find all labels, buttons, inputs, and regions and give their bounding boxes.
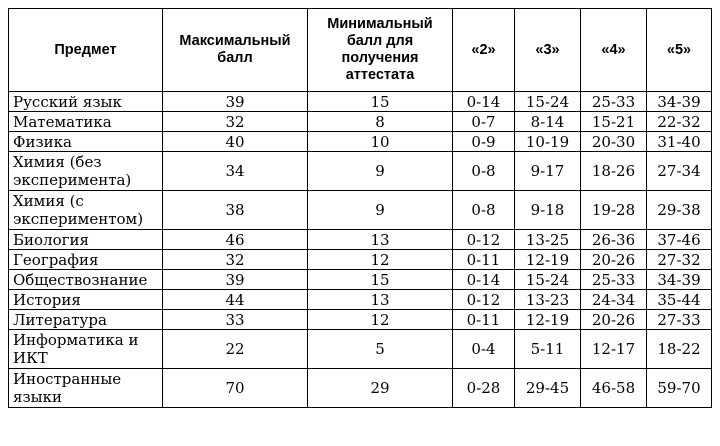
table-row [9,369,712,408]
cell-subject: Биология [9,230,163,250]
cell-grade-2-range: 0-8 [453,191,515,230]
cell-grade-3-range: 13-23 [515,290,581,310]
cell-max-score: 44 [163,290,308,310]
cell-max-score: 40 [163,132,308,152]
cell-max-score: 38 [163,191,308,230]
cell-max-score: 70 [163,369,308,408]
header-grade-5: «5» [647,9,712,92]
cell-grade-4-range: 46-58 [581,369,647,408]
cell-grade-5-range: 35-44 [647,290,712,310]
cell-grade-4-range: 18-26 [581,152,647,191]
table-row [9,230,712,250]
table-row [9,270,712,290]
cell-min-score: 13 [308,290,453,310]
cell-grade-3-range: 12-19 [515,250,581,270]
cell-grade-5-range: 18-22 [647,330,712,369]
cell-grade-2-range: 0-11 [453,250,515,270]
cell-grade-2-range: 0-4 [453,330,515,369]
cell-grade-3-range: 29-45 [515,369,581,408]
cell-grade-3-range: 10-19 [515,132,581,152]
cell-grade-3-range: 13-25 [515,230,581,250]
cell-max-score: 39 [163,270,308,290]
cell-max-score: 34 [163,152,308,191]
cell-grade-3-range: 12-19 [515,310,581,330]
table-row [9,191,712,230]
cell-grade-2-range: 0-7 [453,112,515,132]
header-max-score: Максимальный балл [163,9,308,92]
cell-grade-4-range: 20-26 [581,250,647,270]
cell-grade-3-range: 9-18 [515,191,581,230]
cell-min-score: 12 [308,250,453,270]
cell-grade-5-range: 27-34 [647,152,712,191]
header-grade-2: «2» [453,9,515,92]
table-row [9,250,712,270]
cell-grade-4-range: 15-21 [581,112,647,132]
cell-grade-2-range: 0-9 [453,132,515,152]
table-row [9,290,712,310]
cell-min-score: 9 [308,152,453,191]
cell-grade-3-range: 9-17 [515,152,581,191]
cell-grade-2-range: 0-14 [453,92,515,112]
cell-subject: История [9,290,163,310]
cell-min-score: 10 [308,132,453,152]
cell-grade-2-range: 0-14 [453,270,515,290]
cell-min-score: 9 [308,191,453,230]
cell-max-score: 46 [163,230,308,250]
cell-subject: Математика [9,112,163,132]
cell-grade-3-range: 8-14 [515,112,581,132]
cell-grade-4-range: 25-33 [581,92,647,112]
cell-grade-4-range: 20-30 [581,132,647,152]
cell-grade-5-range: 34-39 [647,92,712,112]
cell-grade-2-range: 0-8 [453,152,515,191]
cell-grade-5-range: 22-32 [647,112,712,132]
table-row [9,152,712,191]
cell-subject: Русский язык [9,92,163,112]
cell-subject: Информатика и ИКТ [9,330,163,369]
cell-grade-2-range: 0-11 [453,310,515,330]
cell-grade-5-range: 27-33 [647,310,712,330]
cell-grade-3-range: 15-24 [515,92,581,112]
cell-subject: Химия (с экспериментом) [9,191,163,230]
cell-grade-2-range: 0-12 [453,230,515,250]
cell-grade-5-range: 59-70 [647,369,712,408]
cell-max-score: 22 [163,330,308,369]
cell-min-score: 15 [308,92,453,112]
header-row [9,9,712,92]
cell-subject: Литература [9,310,163,330]
cell-min-score: 29 [308,369,453,408]
cell-grade-2-range: 0-28 [453,369,515,408]
cell-grade-5-range: 34-39 [647,270,712,290]
cell-max-score: 32 [163,112,308,132]
cell-subject: Обществознание [9,270,163,290]
cell-min-score: 12 [308,310,453,330]
cell-min-score: 5 [308,330,453,369]
cell-grade-2-range: 0-12 [453,290,515,310]
table-row [9,330,712,369]
table-body [9,92,712,408]
cell-subject: География [9,250,163,270]
grades-table [8,8,712,408]
cell-grade-4-range: 24-34 [581,290,647,310]
cell-max-score: 33 [163,310,308,330]
table-row [9,112,712,132]
cell-grade-5-range: 37-46 [647,230,712,250]
cell-grade-3-range: 5-11 [515,330,581,369]
header-grade-3: «3» [515,9,581,92]
cell-grade-4-range: 12-17 [581,330,647,369]
cell-grade-5-range: 29-38 [647,191,712,230]
cell-max-score: 32 [163,250,308,270]
table-row [9,310,712,330]
cell-min-score: 15 [308,270,453,290]
header-grade-4: «4» [581,9,647,92]
cell-subject: Химия (без эксперимента) [9,152,163,191]
cell-max-score: 39 [163,92,308,112]
cell-grade-4-range: 26-36 [581,230,647,250]
cell-subject: Иностранные языки [9,369,163,408]
cell-grade-5-range: 27-32 [647,250,712,270]
cell-subject: Физика [9,132,163,152]
cell-grade-4-range: 25-33 [581,270,647,290]
cell-grade-5-range: 31-40 [647,132,712,152]
header-subject: Предмет [9,9,163,92]
header-min-score: Минимальный балл для получения аттестата [308,9,453,92]
cell-grade-4-range: 19-28 [581,191,647,230]
cell-grade-4-range: 20-26 [581,310,647,330]
table-row [9,92,712,112]
cell-min-score: 8 [308,112,453,132]
cell-min-score: 13 [308,230,453,250]
cell-grade-3-range: 15-24 [515,270,581,290]
table-row [9,132,712,152]
